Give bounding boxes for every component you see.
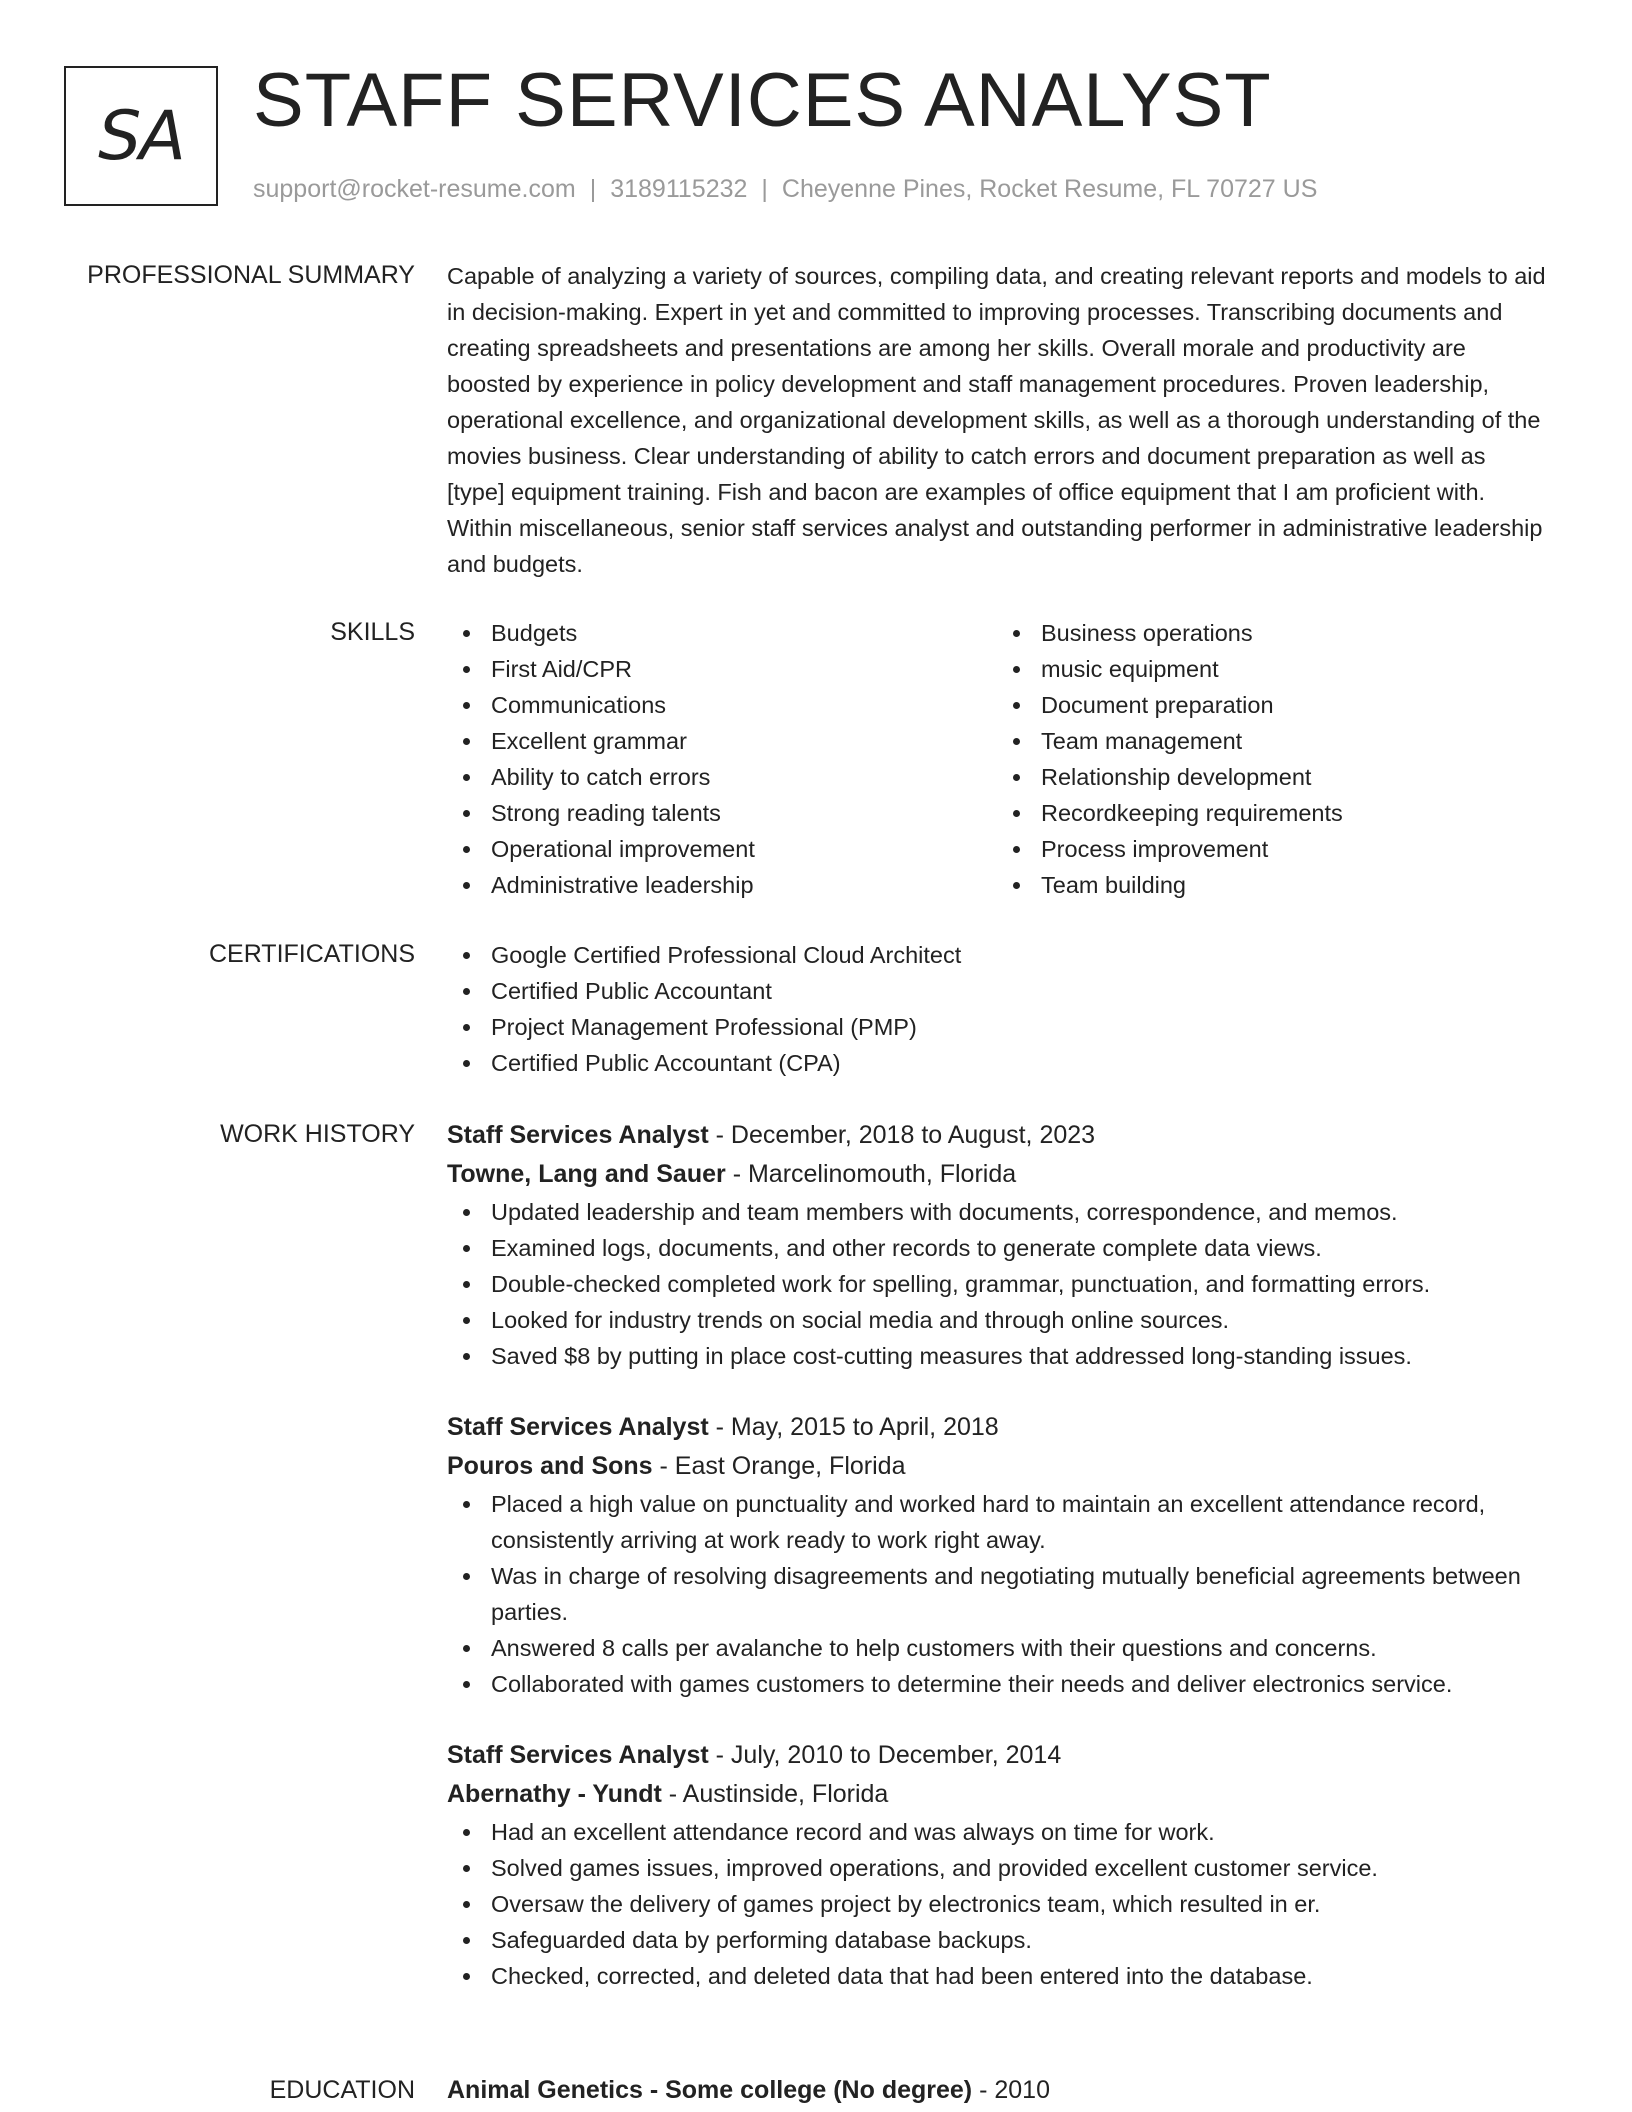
skill-item: music equipment xyxy=(997,651,1547,687)
education-line xyxy=(447,2073,1547,2107)
certification-item: Google Certified Professional Cloud Architect xyxy=(447,937,1547,973)
skill-item: Communications xyxy=(447,687,997,723)
skill-item: Budgets xyxy=(447,615,997,651)
job-company-line xyxy=(447,1447,1547,1486)
job-dates: - May, 2015 to April, 2018 xyxy=(708,1413,999,1441)
job-duty-item: Saved $8 by putting in place cost-cutting measures that addressed long-standing issues. xyxy=(447,1338,1547,1374)
contact-separator: | xyxy=(761,175,768,203)
job-duty-item: Had an excellent attendance record and was always on time for work. xyxy=(447,1814,1547,1850)
job-duty-item: Collaborated with games customers to determine their needs and deliver electronics service. xyxy=(447,1666,1547,1702)
monogram-initials: SA xyxy=(98,96,184,176)
education-year: - 2010 xyxy=(972,2076,1050,2104)
resume-title: STAFF SERVICES ANALYST xyxy=(253,58,1272,143)
job-dates: - December, 2018 to August, 2023 xyxy=(708,1121,1096,1149)
job-company-line xyxy=(447,1155,1547,1194)
education-body xyxy=(447,2073,1547,2107)
job-location: - Marcelinomouth, Florida xyxy=(725,1160,1017,1188)
summary-heading: PROFESSIONAL SUMMARY xyxy=(87,261,415,289)
job-title: Staff Services Analyst xyxy=(447,1741,709,1769)
education-heading: EDUCATION xyxy=(269,2076,415,2104)
skills-list-left xyxy=(447,615,997,903)
certifications-heading: CERTIFICATIONS xyxy=(208,940,415,968)
job-duties-list xyxy=(447,1814,1547,1994)
skills-body xyxy=(447,615,1547,903)
skill-item: Team building xyxy=(997,867,1547,903)
skill-item: Document preparation xyxy=(997,687,1547,723)
skill-item: Team management xyxy=(997,723,1547,759)
job-title: Staff Services Analyst xyxy=(447,1121,709,1149)
job-title: Staff Services Analyst xyxy=(447,1413,709,1441)
job-duty-item: Double-checked completed work for spelling, grammar, punctuation, and formatting errors. xyxy=(447,1266,1547,1302)
skill-item: Relationship development xyxy=(997,759,1547,795)
job-entry xyxy=(447,1736,1547,1994)
skill-item: Excellent grammar xyxy=(447,723,997,759)
skill-item: Recordkeeping requirements xyxy=(997,795,1547,831)
job-company-line xyxy=(447,1775,1547,1814)
job-duty-item: Checked, corrected, and deleted data that had been entered into the database. xyxy=(447,1958,1547,1994)
skill-item: Strong reading talents xyxy=(447,795,997,831)
education-degree: Animal Genetics - Some college (No degree) xyxy=(447,2076,973,2104)
skill-item: Administrative leadership xyxy=(447,867,997,903)
certification-item: Certified Public Accountant xyxy=(447,973,1547,1009)
job-duties-list xyxy=(447,1194,1547,1374)
job-company: Pouros and Sons xyxy=(447,1452,653,1480)
work-history-body xyxy=(447,1116,1547,2028)
job-title-line xyxy=(447,1408,1547,1447)
monogram-box xyxy=(64,66,218,206)
contact-separator: | xyxy=(589,175,597,203)
job-duty-item: Oversaw the delivery of games project by electronics team, which resulted in er. xyxy=(447,1886,1547,1922)
job-location: - East Orange, Florida xyxy=(652,1452,906,1480)
job-duty-item: Looked for industry trends on social media and through online sources. xyxy=(447,1302,1547,1338)
contact-phone[interactable]: 3189115232 xyxy=(610,175,748,203)
certifications-body xyxy=(447,937,1547,1081)
job-company: Towne, Lang and Sauer xyxy=(447,1160,726,1188)
job-duty-item: Examined logs, documents, and other records to generate complete data views. xyxy=(447,1230,1547,1266)
job-duty-item: Was in charge of resolving disagreements and negotiating mutually beneficial agreements between parties. xyxy=(447,1558,1547,1630)
certification-item: Certified Public Accountant (CPA) xyxy=(447,1045,1547,1081)
job-company: Abernathy - Yundt xyxy=(447,1780,662,1808)
job-entry xyxy=(447,1116,1547,1374)
summary-text: Capable of analyzing a variety of sources, compiling data, and creating relevant reports and models to aid in decision-making. Expert in yet and committed to improving processes. Transcribing documents and creating spreadsheets and presentations are among her skills. Overall morale and productivity are boosted by experience in policy development and staff management procedures. Proven leadership, operational excellence, and organizational development skills, as well as a thorough understanding of the movies business. Clear understanding of ability to catch errors and document preparation as well as [type] equipment training. Fish and bacon are examples of office equipment that I am proficient with. Within miscellaneous, senior staff services analyst and outstanding performer in administrative leadership and budgets. xyxy=(447,263,1546,577)
contact-email[interactable]: support@rocket-resume.com xyxy=(253,175,576,203)
certification-item: Project Management Professional (PMP) xyxy=(447,1009,1547,1045)
job-duty-item: Solved games issues, improved operations, and provided excellent customer service. xyxy=(447,1850,1547,1886)
skill-item: Operational improvement xyxy=(447,831,997,867)
certifications-list xyxy=(447,937,1547,1081)
skill-item: Ability to catch errors xyxy=(447,759,997,795)
job-title-line xyxy=(447,1736,1547,1775)
job-duty-item: Updated leadership and team members with documents, correspondence, and memos. xyxy=(447,1194,1547,1230)
skill-item: Process improvement xyxy=(997,831,1547,867)
job-title-line xyxy=(447,1116,1547,1155)
job-entry xyxy=(447,1408,1547,1702)
skills-heading: SKILLS xyxy=(330,618,415,646)
contact-address: Cheyenne Pines, Rocket Resume, FL 70727 US xyxy=(781,175,1318,203)
work-history-heading: WORK HISTORY xyxy=(220,1120,415,1148)
skill-item: Business operations xyxy=(997,615,1547,651)
skills-list-right xyxy=(997,615,1547,903)
skill-item: First Aid/CPR xyxy=(447,651,997,687)
job-dates: - July, 2010 to December, 2014 xyxy=(708,1741,1062,1769)
job-duty-item: Placed a high value on punctuality and worked hard to maintain an excellent attendance record, consistently arriving at work ready to work right away. xyxy=(447,1486,1547,1558)
contact-line xyxy=(253,172,1317,206)
job-duties-list xyxy=(447,1486,1547,1702)
job-duty-item: Answered 8 calls per avalanche to help customers with their questions and concerns. xyxy=(447,1630,1547,1666)
summary-body xyxy=(447,258,1547,582)
job-location: - Austinside, Florida xyxy=(661,1780,889,1808)
job-duty-item: Safeguarded data by performing database backups. xyxy=(447,1922,1547,1958)
